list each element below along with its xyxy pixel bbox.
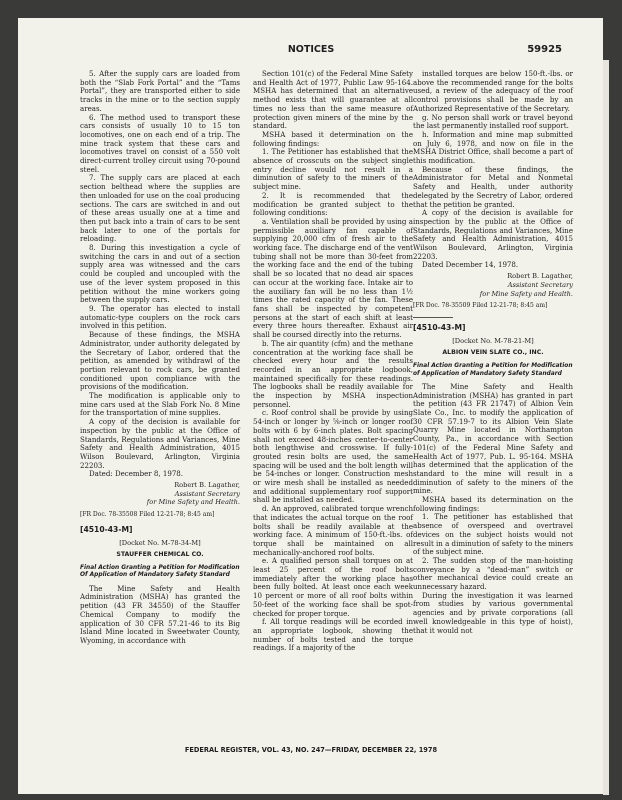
docket-number: [Docket No. M-78-21-M] bbox=[452, 336, 534, 345]
paragraph: 9. The operator has elected to install automatic-type couplers on the rock cars involved in this petition. bbox=[80, 303, 240, 331]
fr-doc-filed: [FR Doc. 78-35509 Filed 12-21-78; 8:45 am] bbox=[413, 302, 548, 310]
paragraph: Because of these findings, the Administrator for Metal and Nonmetal Safety and Health, under authority delegated by the Secretry of Labor, ordered that the petition be granted. bbox=[413, 164, 573, 209]
paragraph: 1. The petitioner has established that absence of overspeed and overtravel devices on the subject hoists would not result in a diminution of safety to the miners of the subject mine. bbox=[413, 512, 573, 557]
paragraph: Dated: December 8, 1978. bbox=[89, 469, 184, 479]
paragraph: 6. The method used to transport these cars consists of usually 10 to 15 ton locomotives, one on each end of a trip. The mine track system that these cars and locomotives travel on consist of a 550 volt direct-current trolley circuit using 70-pound steel. bbox=[80, 112, 240, 174]
paragraph: Section 101(c) of the Federal Mine Safety and Health Act of 1977, Public Law 95-164. MSHA has determined that an alternative method exists that will guarantee at all times no less than the same measure of protection given miners of the mine by the standard. bbox=[253, 69, 413, 131]
paragraph: 2. It is recommended that the modification be granted subject to the following conditions: bbox=[253, 190, 413, 218]
docket-number: [Docket No. M-78-34-M] bbox=[119, 538, 201, 547]
column-3 bbox=[413, 70, 573, 635]
notice-code: [4510-43-M] bbox=[413, 322, 466, 332]
paragraph: f. All torque readings will be ecorded in an appropriate logbook, showing the number of bolts tested and the torque readings. If a majority of the bbox=[253, 617, 413, 653]
paragraph: e. A qualified person shall torques on at least 25 percent of the roof bolts immediately after the working place has been fully bolted. At least once each week 10 percent or more of all roof bolts within 50-feet of the working face shall be spot-checked for proper torque. bbox=[253, 556, 413, 618]
paragraph: The modification is applicable only to mine cars used at the Slab Fork No. 8 Mine for the transportation of mine supplies. bbox=[80, 391, 240, 418]
signer-name: Robert B. Lagather, bbox=[174, 481, 240, 490]
signer-name: Robert B. Lagather, bbox=[507, 272, 573, 281]
notice-caption: Final Action Granting a Petition for Modification of Application of Mandatory Safety Standard bbox=[413, 363, 573, 377]
fr-doc-filed: [FR Doc. 78-35508 Filed 12-21-78; 8:45 am] bbox=[80, 511, 215, 519]
signer-title: Assistant Secretary bbox=[174, 489, 240, 498]
paragraph: Because of these findings, the MSHA Administrator, under authority delegated by the Secretary of Labor, ordered that the petition, as amended by withdrawl of the portion relevant to rock cars, be granted conditioned upon compliance with the provisions of the modification. bbox=[80, 330, 240, 392]
page-number: 59925 bbox=[527, 44, 562, 55]
paragraph: Dated December 14, 1978. bbox=[422, 260, 519, 270]
page-header-title: NOTICES bbox=[287, 44, 335, 55]
notice-code: [4510-43-M] bbox=[80, 524, 133, 534]
paragraph: During the investigation it was learned from studies by various governmental agencies and by private corporations (all well knowledgeable in this type of hoist), that it would not bbox=[413, 590, 573, 635]
column-2-body bbox=[253, 70, 413, 653]
paragraph: d. An approved, calibrated torque wrench that indicates the actual torque on the roof bolts shall be readily available at the working face. A minimum of 150-ft.-lbs. of torque shall be maintained on all mechanically-anchored roof bolts. bbox=[253, 504, 413, 557]
paragraph: 7. The supply cars are placed at each section belthead where the supplies are then unloaded for use on the coal producing sections. The cars are switched in and out of these areas usually one at a time and then put back into a train of cars to be sent back later to one of the portals for reloading. bbox=[80, 173, 240, 244]
paragraph: g. No person shall work or travel beyond the last permanently installed roof support. bbox=[413, 112, 573, 131]
signer-title-2: for Mine Safety and Health. bbox=[146, 498, 240, 507]
column-2 bbox=[253, 70, 413, 653]
paragraph: h. Information and mine map submitted on July 6, 1978, and now on file in the MSHA District Office, shall become a part of this modification. bbox=[413, 129, 573, 166]
signer-title: Assistant Secretary bbox=[507, 280, 573, 289]
paragraph: 8. During this investigation a cycle of switching the cars in and out of a section supply area was witnessed and the cars could be coupled and uncoupled with the use of the lever system proposed in this petition without the mine workers going between the supply cars. bbox=[80, 243, 240, 305]
column-3-body-2 bbox=[413, 383, 573, 635]
divider-rule bbox=[413, 317, 453, 318]
page-footer: FEDERAL REGISTER, VOL. 43, NO. 247—FRIDAY, DECEMBER 22, 1978 bbox=[184, 746, 438, 754]
column-1-body bbox=[80, 70, 240, 479]
paragraph: c. Roof control shall be provide by using 54-inch or longer by ⅝-inch or longer roof bolts with 6 by 6-inch plates. Bolt spacing shall not exceed 48-inches center-to-center both lengthwise and crosswise. If fully-grouted resin bolts are used, the same spacing will be used and the bolt length will be 54-inches or longer. Construction mesh or wire mesh shall be installed as needed and additional supplementary roof support shall be installed as needed. bbox=[253, 408, 413, 505]
column-1-body-2 bbox=[80, 585, 240, 646]
signer-title-2: for Mine Safety and Health. bbox=[479, 289, 573, 298]
paragraph: 2. The sudden stop of the man-hoisting conveyance by a “dead-man” switch or other mechanical device could create an unnecessary hazard. bbox=[413, 555, 573, 592]
paragraph: 5. After the supply cars are loaded from both the “Slab Fork Portal” and the “Tams Portal”, they are transported either to side tracks in the mine or to the section supply areas. bbox=[80, 69, 240, 113]
paragraph: A copy of the decision is available for inspection by the public at the Office of Standards, Regulations and Variances, Mine Safety and Health Administration, 4015 Wilson Boulevard, Arlington, Virginia 22203. bbox=[80, 417, 240, 470]
paragraph: MSHA based it determination on the following findings: bbox=[253, 129, 413, 148]
paragraph: installed torques are below 150-ft.-lbs. or above the recommended range for the bolts used, a review of the adequacy of the roof control provisions shall be made by an Authorized Representative of the Secretary. bbox=[413, 69, 573, 113]
paragraph: The Mine Safety and Health Administration (MSHA) has granted the petition (43 FR 34550) of the Stauffer Chemical Company to modify the application of 30 CFR 57.21-46 to its Big Island Mine located in Sweetwater County, Wyoming, in accordance with bbox=[80, 583, 240, 645]
paragraph: MSHA based its determination on the following findings: bbox=[413, 495, 573, 513]
agency-name: STAUFFER CHEMICAL CO. bbox=[116, 551, 204, 559]
paragraph: A copy of the decision is available for inspection by the public at the Office of Standards, Regulations and Variances, Mine Safety and Health Administration, 4015 Wilson Boulevard, Arlington, Virginia 22203. bbox=[413, 208, 573, 261]
paragraph: b. The air quantity (cfm) and the methane concentration at the working face shall be checked every hour and the results recorded in an appropriate logbook, maintained specifically for these readings. The logbooks shall be readily available for the inspection by MSHA inspection personnel. bbox=[253, 338, 413, 409]
paragraph: The Mine Safety and Health Administration (MSHA) has granted in part the petition (43 FR 21747) of Albion Vein Slate Co., Inc. to modify the application of 30 CFR 57.19-7 to its Albion Vein Slate Quarry Mine located in Northampton County, Pa., in accordance with Section 101(c) of the Federal Mine Safety and Health Act of 1977, Pub. L. 95-164. MSHA has determined that the application of the standard to the mine will result in a diminution of safety to the miners of the mine. bbox=[413, 381, 573, 496]
paragraph: 1. The Petitioner has established that the absence of crosscuts on the subject single entry decline would not result in a diminution of safety to the miners of the subject mine. bbox=[253, 147, 413, 192]
notice-caption: Final Action Granting a Petition for Modification Of Application of Mandatory Safety Standard bbox=[80, 564, 240, 579]
page-edge bbox=[603, 60, 609, 795]
column-1 bbox=[80, 70, 240, 646]
agency-name: ALBION VEIN SLATE CO., INC. bbox=[442, 349, 544, 357]
paragraph: a. Ventilation shall be provided by using a permissible auxiliary fan capable of supplying 20,000 cfm of fresh air to the working face. The discharge end of the vent tubing shall not be more than 30-feet from the working face and the end of the tubing shall be so located that no dead air spaces can occur at the working face. Intake air to the auxiliary fan will be no less than 1½ times the rated capacity of the fan. These fans shall be inspected by competent persons at the start of each shift at least every three hours thereafter. Exhaust air shall be coursed directly into the returns. bbox=[253, 216, 413, 340]
column-3-body bbox=[413, 70, 573, 270]
